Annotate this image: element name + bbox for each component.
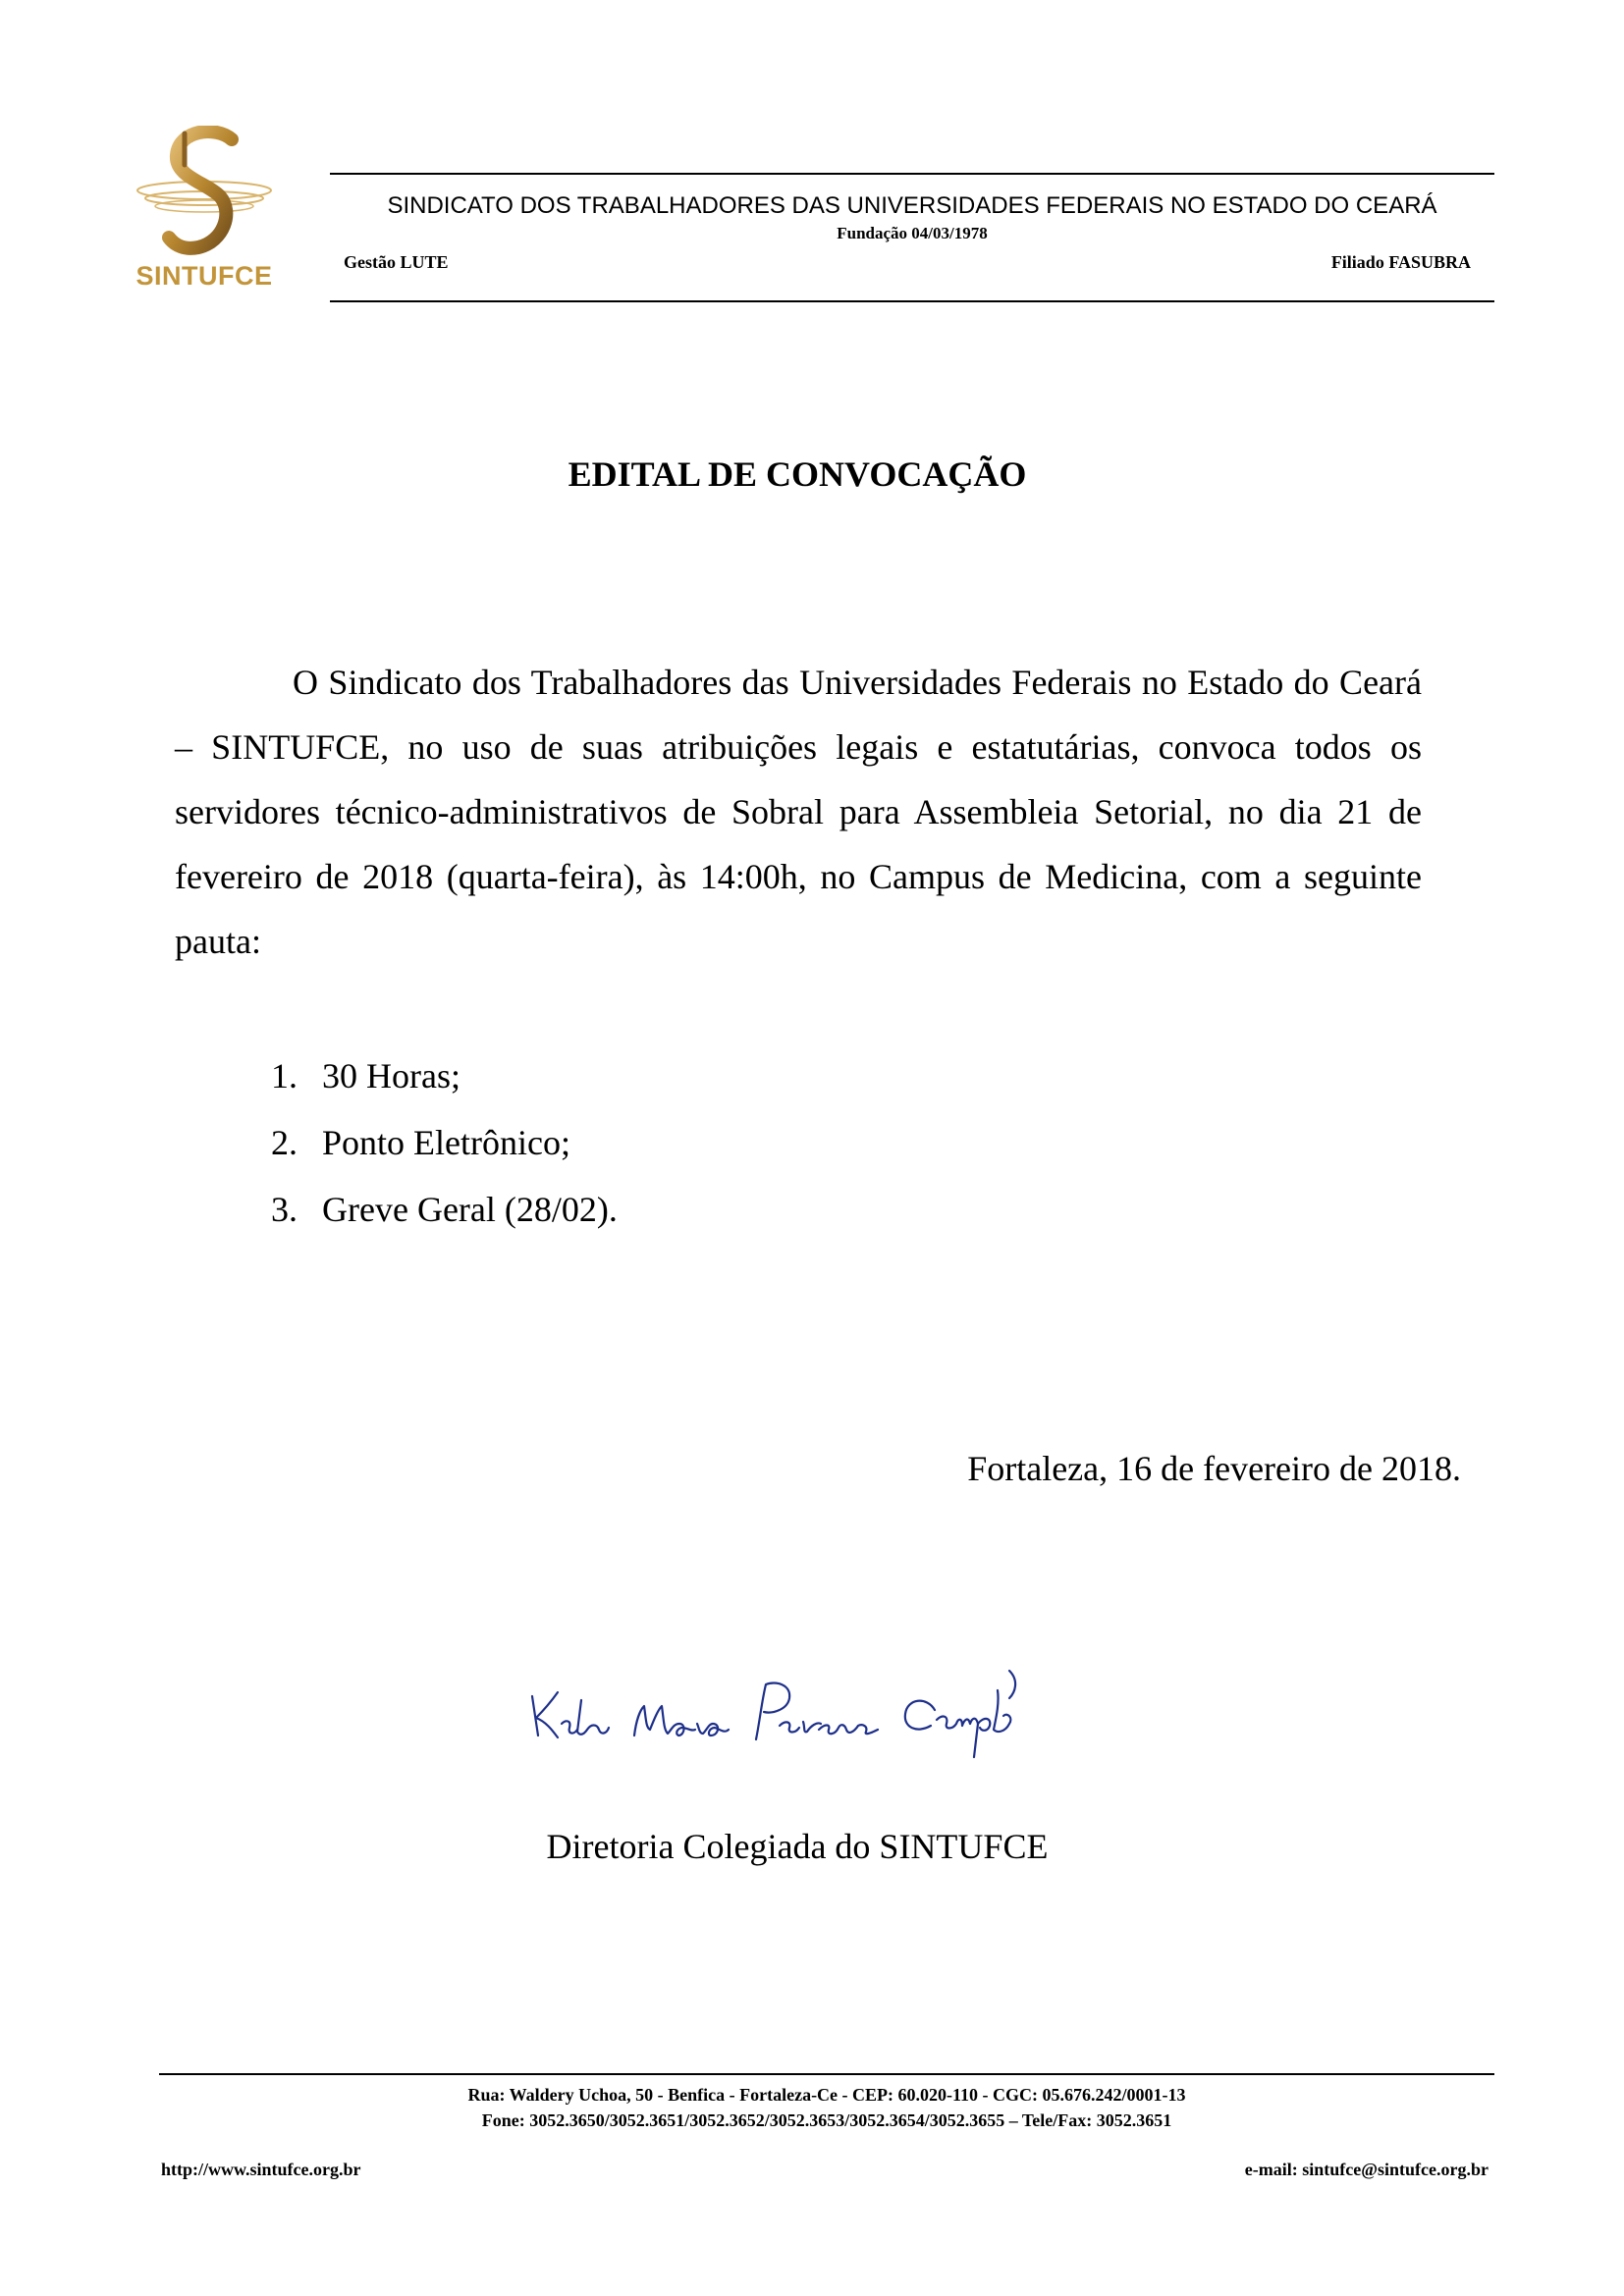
header-bottom-rule <box>330 300 1494 302</box>
management-label: Gestão LUTE <box>344 252 449 272</box>
footer-phones: Fone: 3052.3650/3052.3651/3052.3652/3052.3653/3052.3654/3052.3655 – Tele/Fax: 3052.3651 <box>481 2110 1172 2130</box>
document-title: EDITAL DE CONVOCAÇÃO <box>568 454 1027 494</box>
handwritten-signature <box>518 1641 1068 1759</box>
convocation-text: O Sindicato dos Trabalhadores das Universidades Federais no Estado do Ceará – SINTUFCE, no uso de suas atribuições legais e estatutárias, convoca todos os servidores técnico-administrativos de Sobral para Assembleia Setorial, no dia 21 de fevereiro de 2018 (quarta-feira), às 14:00h, no Campus de Medicina, com a seguinte pauta: <box>175 663 1422 961</box>
agenda-item <box>271 1042 618 1109</box>
email-link[interactable]: e-mail: sintufce@sintufce.org.br <box>1244 2160 1489 2179</box>
agenda-item <box>271 1109 618 1176</box>
agenda-item-number: 3. <box>271 1190 298 1229</box>
logo-text: SINTUFCE <box>135 261 273 291</box>
sintufce-logo <box>126 126 283 302</box>
agenda-item-text: Ponto Eletrônico; <box>322 1123 570 1162</box>
place-date: Fortaleza, 16 de fevereiro de 2018. <box>967 1449 1461 1488</box>
footer-address: Rua: Waldery Uchoa, 50 - Benfica - Fortaleza-Ce - CEP: 60.020-110 - CGC: 05.676.242/0001-13 <box>467 2085 1186 2105</box>
footer-rule <box>159 2073 1494 2075</box>
agenda-list <box>271 1042 618 1243</box>
foundation-date: Fundação 04/03/1978 <box>837 224 988 242</box>
agenda-item-number: 1. <box>271 1056 298 1095</box>
header-top-rule <box>330 173 1494 175</box>
agenda-item-number: 2. <box>271 1123 298 1162</box>
agenda-item-text: Greve Geral (28/02). <box>322 1190 618 1229</box>
logo-emblem-icon <box>126 126 283 259</box>
convocation-paragraph <box>175 650 1422 974</box>
affiliation-label: Filiado FASUBRA <box>1330 252 1471 272</box>
agenda-item <box>271 1176 618 1243</box>
signatory-name: Diretoria Colegiada do SINTUFCE <box>546 1827 1049 1866</box>
website-link[interactable]: http://www.sintufce.org.br <box>161 2160 361 2179</box>
agenda-item-text: 30 Horas; <box>322 1056 460 1095</box>
union-name: SINDICATO DOS TRABALHADORES DAS UNIVERSIDADES FEDERAIS NO ESTADO DO CEARÁ <box>387 192 1437 219</box>
